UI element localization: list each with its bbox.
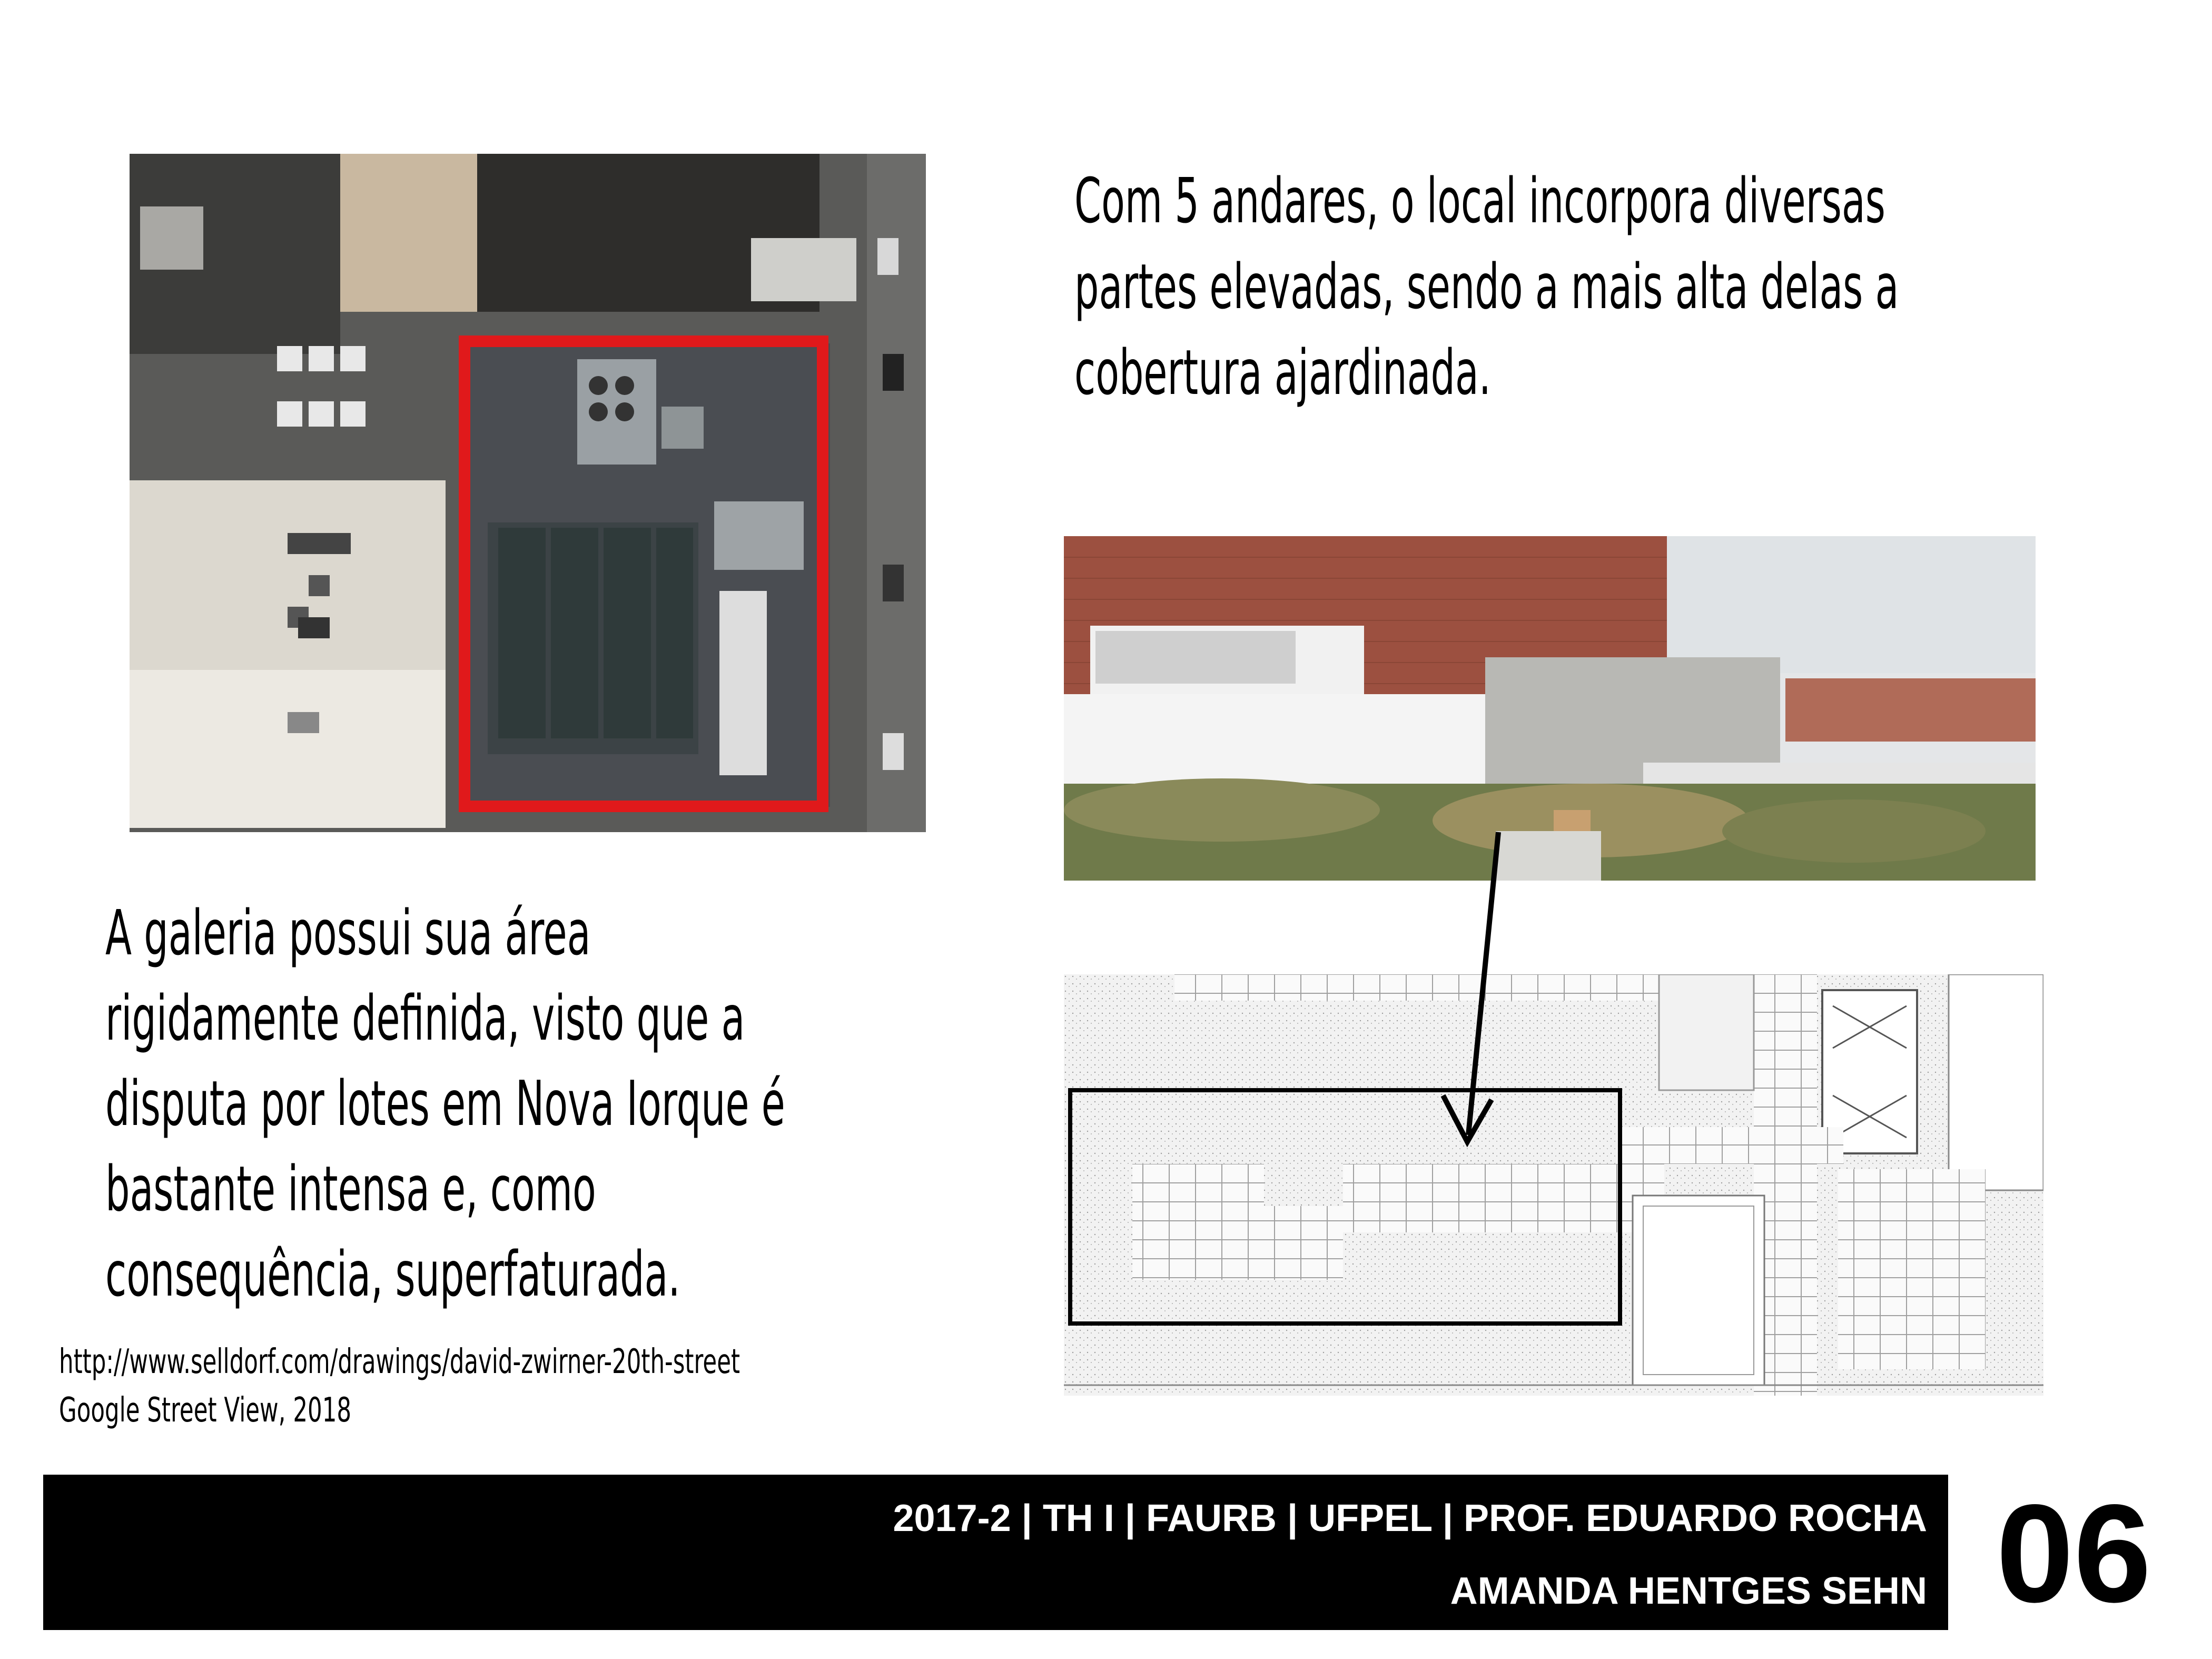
paragraph-bottom-line-3: disputa por lotes em Nova Iorque é: [105, 1067, 785, 1140]
page-number: 06: [1996, 1476, 2151, 1632]
garden-plan-drawing: [1064, 974, 2043, 1396]
paragraph-top-line-3: cobertura ajardinada.: [1074, 336, 1492, 409]
source-street-view: Google Street View, 2018: [59, 1391, 352, 1430]
paragraph-top-line-1: Com 5 andares, o local incorpora diversas: [1074, 164, 1885, 237]
paragraph-bottom-line-4: bastante intensa e, como: [105, 1152, 596, 1225]
paragraph-top-line-2: partes elevadas, sendo a mais alta delas a: [1074, 250, 1899, 323]
paragraph-top: [1074, 158, 2152, 416]
paragraph-bottom-line-2: rigidamente definida, visto que a: [105, 982, 745, 1054]
footer-course-info: 2017-2 | TH I | FAURB | UFPEL | PROF. EDUARDO ROCHA: [893, 1497, 1927, 1539]
pointer-arrow: [1422, 822, 1527, 1159]
image-sources: [59, 1338, 919, 1435]
paragraph-bottom: [105, 890, 1020, 1317]
rooftop-garden-photo: [1064, 536, 2036, 881]
aerial-photo: [130, 154, 926, 832]
paragraph-bottom-line-1: A galeria possui sua área: [105, 896, 591, 969]
source-url: http://www.selldorf.com/drawings/david-zwirner-20th-street: [59, 1342, 740, 1381]
footer-author: AMANDA HENTGES SEHN: [1450, 1570, 1927, 1612]
footer-bar: [43, 1475, 1948, 1630]
paragraph-bottom-line-5: consequência, superfaturada.: [105, 1238, 680, 1310]
